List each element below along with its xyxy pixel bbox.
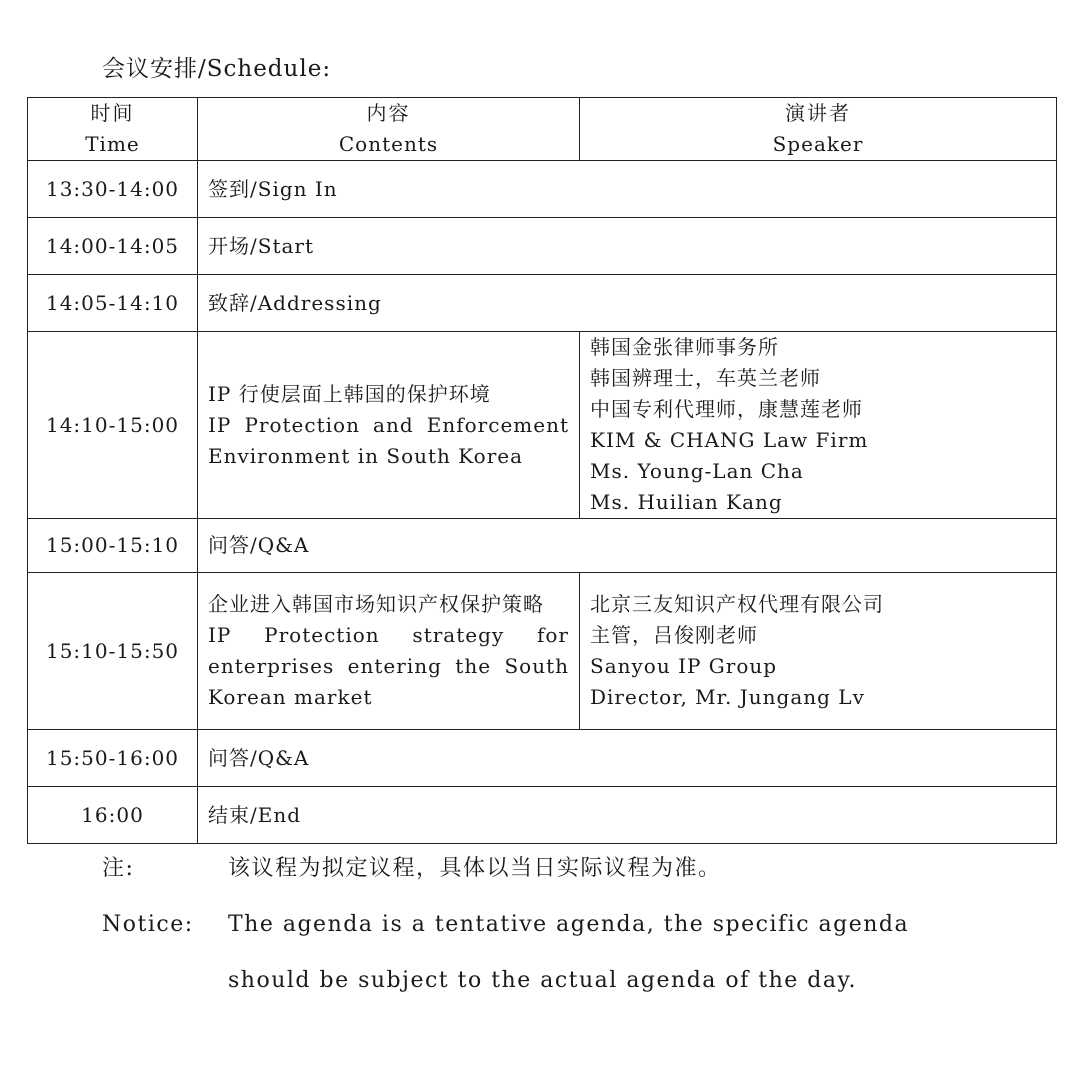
header-contents-zh: 内容	[366, 101, 411, 125]
row-content: 签到/Sign In	[198, 161, 1057, 218]
row-time: 14:00-14:05	[28, 218, 198, 275]
schedule-table	[27, 97, 1057, 844]
table-row	[28, 519, 1057, 573]
speaker-line: Ms. Huilian Kang	[590, 490, 783, 514]
content-en: IP Protection strategy for enterprises entering the South Korean market	[208, 623, 569, 709]
header-time-zh: 时间	[90, 101, 135, 125]
row-time: 14:05-14:10	[28, 275, 198, 332]
schedule-heading: 会议安排/Schedule:	[102, 56, 332, 82]
table-row	[28, 787, 1057, 844]
row-time: 16:00	[28, 787, 198, 844]
row-time: 15:50-16:00	[28, 730, 198, 787]
content-zh: IP 行使层面上韩国的保护环境	[208, 381, 491, 406]
speaker-line: KIM & CHANG Law Firm	[590, 428, 869, 452]
speaker-line: 韩国辨理士，车英兰老师	[590, 366, 821, 390]
table-header-row	[28, 98, 1057, 161]
header-speaker-zh: 演讲者	[785, 101, 851, 125]
row-content: 致辞/Addressing	[198, 275, 1057, 332]
speaker-line: Ms. Young-Lan Cha	[590, 459, 804, 483]
table-row	[28, 218, 1057, 275]
row-time: 14:10-15:00	[28, 332, 198, 519]
row-content	[198, 332, 580, 519]
header-contents-en: Contents	[338, 132, 439, 156]
header-contents	[198, 98, 580, 161]
row-time: 15:10-15:50	[28, 573, 198, 730]
speaker-line: 中国专利代理师，康慧莲老师	[590, 397, 863, 421]
row-time: 15:00-15:10	[28, 519, 198, 573]
note-en-label: Notice:	[102, 912, 194, 937]
note-zh-label: 注:	[102, 856, 135, 881]
table-row	[28, 332, 1057, 519]
note-en-text-line2: should be subject to the actual agenda of the day.	[228, 968, 857, 993]
row-content: 开场/Start	[198, 218, 1057, 275]
row-content: 问答/Q&A	[198, 519, 1057, 573]
speaker-line: Director, Mr. Jungang Lv	[590, 685, 865, 709]
row-speaker	[580, 332, 1057, 519]
speaker-line: 韩国金张律师事务所	[590, 335, 779, 359]
content-zh: 企业进入韩国市场知识产权保护策略	[208, 592, 544, 616]
table-row	[28, 275, 1057, 332]
content-en: IP Protection and Enforcement Environment in South Korea	[208, 412, 569, 468]
note-en-text-line1: The agenda is a tentative agenda, the specific agenda	[228, 912, 910, 937]
header-speaker-en: Speaker	[772, 132, 864, 156]
speaker-line: Sanyou IP Group	[590, 654, 778, 678]
header-speaker	[580, 98, 1057, 161]
header-time	[28, 98, 198, 161]
row-content: 结束/End	[198, 787, 1057, 844]
row-time: 13:30-14:00	[28, 161, 198, 218]
table-row	[28, 161, 1057, 218]
note-zh-text: 该议程为拟定议程，具体以当日实际议程为准。	[228, 856, 722, 881]
speaker-line: 主管，吕俊刚老师	[590, 623, 758, 647]
table-row	[28, 730, 1057, 787]
speaker-line: 北京三友知识产权代理有限公司	[590, 592, 884, 616]
table-row	[28, 573, 1057, 730]
header-time-en: Time	[85, 132, 140, 156]
row-speaker	[580, 573, 1057, 730]
row-content	[198, 573, 580, 730]
row-content: 问答/Q&A	[198, 730, 1057, 787]
